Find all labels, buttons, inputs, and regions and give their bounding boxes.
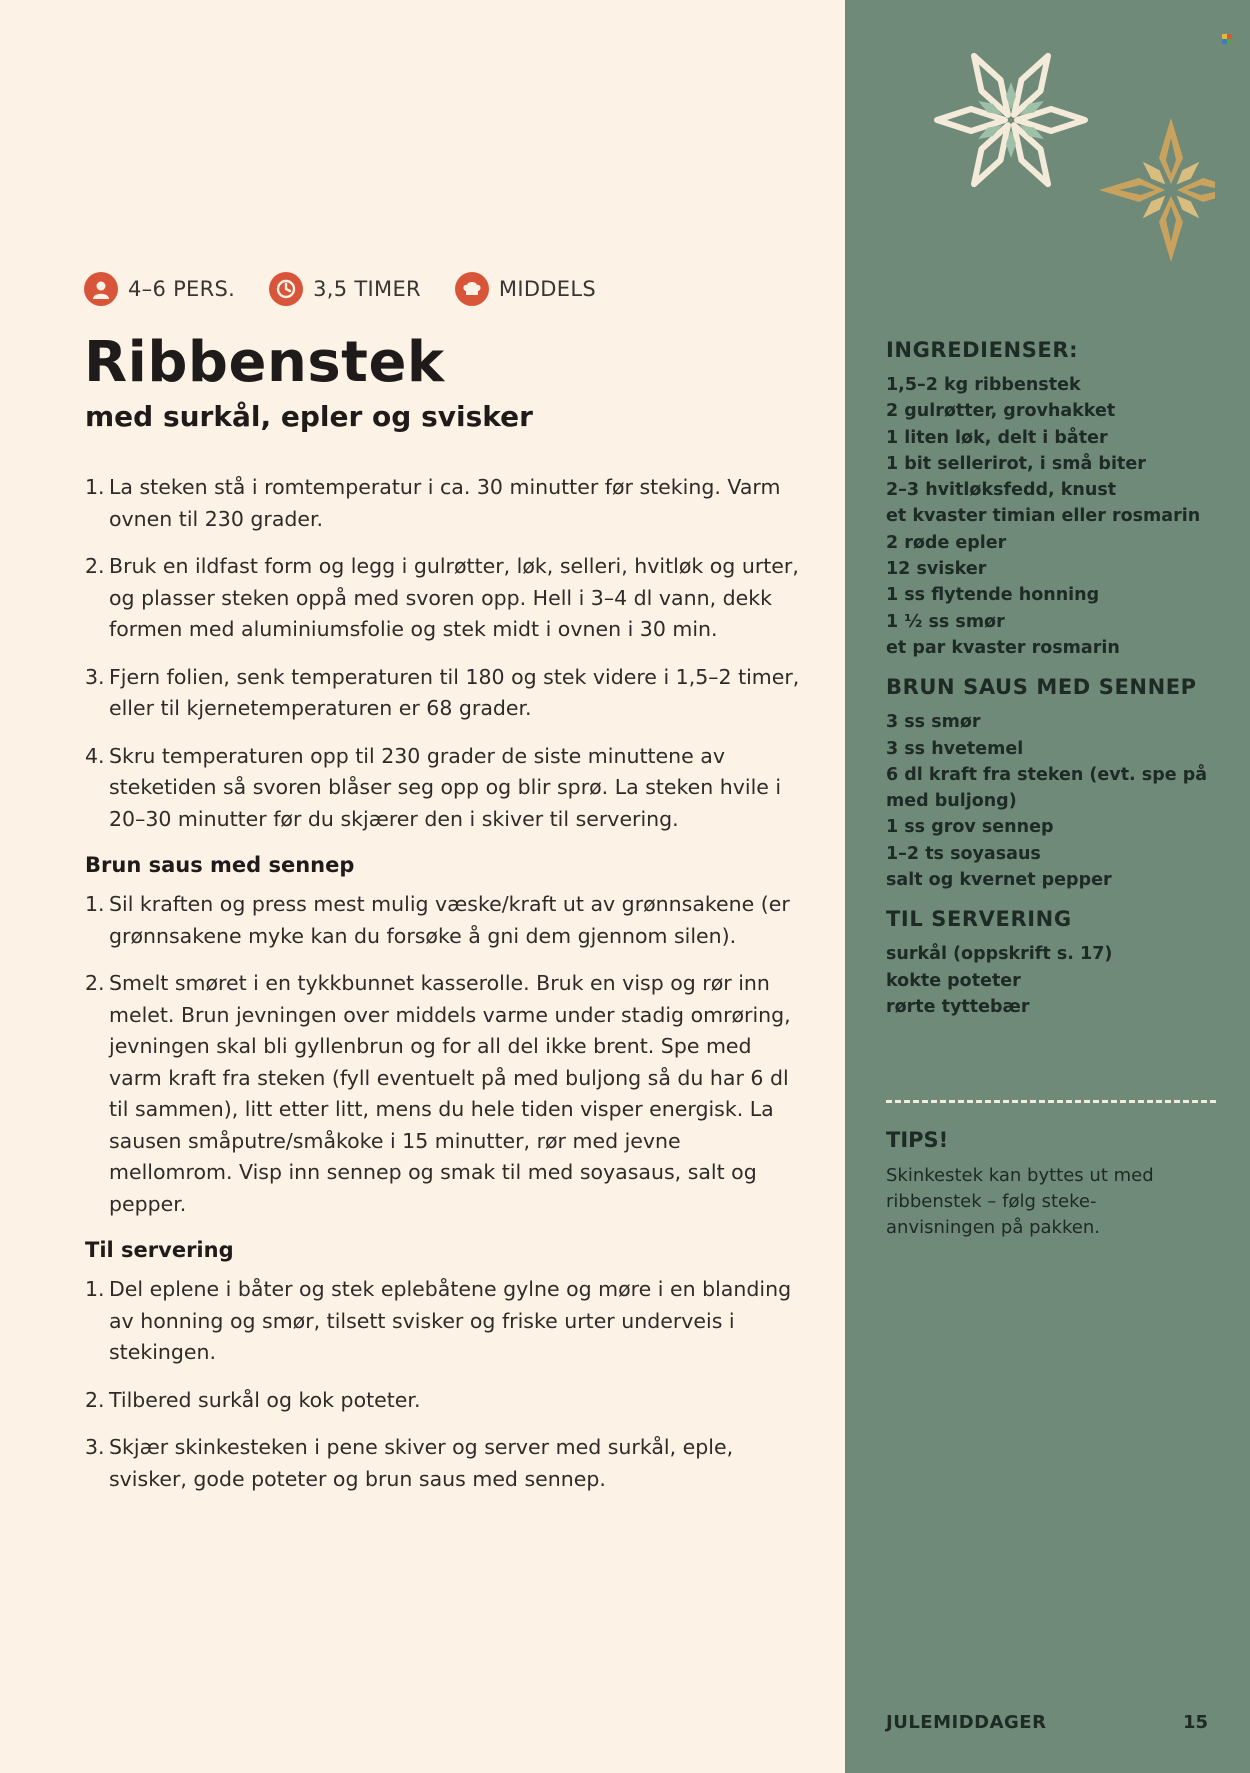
- tips-text: Skinkestek kan byttes ut med ribbenstek – følg steke-anvisningen på pakken.: [886, 1165, 1154, 1238]
- step-item: [85, 472, 805, 535]
- ingredient-item: 2 gulrøtter, grovhakket: [886, 401, 1116, 422]
- sauce-heading: Brun saus med sennep: [85, 853, 355, 877]
- step-item: [85, 551, 805, 646]
- ingredients-list: [886, 372, 1216, 661]
- step-number: 1.: [85, 892, 105, 916]
- recipe-subtitle: med surkål, epler og svisker: [85, 400, 533, 433]
- step-text: Bruk en ildfast form og legg i gulrøtter, løk, selleri, hvitløk og urter, og plasser steken oppå med svoren opp. Hell i 3–4 dl vann, dekk formen med aluminiumsfolie og stek midt i ovnen i 30 min.: [109, 554, 799, 641]
- gold-star-icon: [1099, 118, 1215, 262]
- step-text: Skjær skinkesteken i pene skiver og server med surkål, eple, svisker, gode poteter og brun saus med sennep.: [109, 1435, 734, 1491]
- ingredient-item: et kvaster timian eller rosmarin: [886, 506, 1201, 527]
- chef-hat-icon: [455, 272, 489, 306]
- servings-info: [84, 272, 235, 306]
- step-text: Smelt smøret i en tykkbunnet kasserolle. Bruk en visp og rør inn melet. Brun jevningen over middels varme under stadig omrøring, jevningen skal bli gyllenbrun og for all del ikke brent. Spe med varm kraft fra steken (fyll eventuelt på med buljong så du har 6 dl til sammen), litt etter litt, mens du hele tiden visper energisk. La sausen småputre/småkoke i 15 minutter, rør med jevne mellomrom. Visp inn sennep og smak til med soyasaus, salt og pepper.: [109, 971, 791, 1216]
- step-text: Del eplene i båter og stek eplebåtene gylne og møre i en blanding av honning og smør, tilsett svisker og friske urter underveis i stekingen.: [109, 1277, 792, 1364]
- time-text: 3,5 TIMER: [313, 277, 421, 301]
- ingredients-sidebar: [845, 0, 1250, 1773]
- serving-ingredients-heading: TIL SERVERING: [886, 907, 1072, 932]
- ingredient-item: kokte poteter: [886, 970, 1021, 991]
- ingredient-item: surkål (oppskrift s. 17): [886, 944, 1113, 965]
- ingredient-item: 3 ss hvetemel: [886, 738, 1024, 759]
- ingredient-item: rørte tyttebær: [886, 996, 1030, 1017]
- clock-icon: [269, 272, 303, 306]
- step-number: 3.: [85, 664, 105, 689]
- cream-snowflake-icon: [937, 50, 1085, 189]
- ingredient-item: 6 dl kraft fra steken (evt. spe på med buljong): [886, 764, 1208, 812]
- dashed-divider: [886, 1100, 1216, 1103]
- footer-section-label: JULEMIDDAGER: [886, 1712, 1047, 1733]
- step-item: [85, 889, 805, 952]
- step-number: 2.: [85, 554, 105, 578]
- step-number: 2.: [85, 1387, 105, 1412]
- ingredient-item: salt og kvernet pepper: [886, 870, 1112, 891]
- step-text: Tilbered surkål og kok poteter.: [109, 1387, 421, 1412]
- time-info: [269, 272, 421, 306]
- step-item: [85, 1432, 805, 1495]
- step-number: 3.: [85, 1435, 105, 1459]
- step-text: Sil kraften og press mest mulig væske/kraft ut av grønnsakene (er grønnsakene myke kan du forsøke å gni dem gjennom silen).: [109, 892, 790, 948]
- step-text: La steken stå i romtemperatur i ca. 30 minutter før steking. Varm ovnen til 230 grader.: [109, 475, 781, 531]
- step-item: [85, 1274, 805, 1369]
- step-number: 4.: [85, 743, 105, 768]
- ingredient-item: 1 ss grov sennep: [886, 817, 1054, 838]
- ingredient-item: 2 røde epler: [886, 532, 1007, 553]
- ingredients-heading: INGREDIENSER:: [886, 338, 1079, 362]
- ingredient-item: 1 ss flytende honning: [886, 585, 1100, 606]
- ingredient-item: 2–3 hvitløksfedd, knust: [886, 480, 1117, 501]
- recipe-title: Ribbenstek: [84, 330, 445, 395]
- step-number: 2.: [85, 971, 105, 995]
- difficulty-text: MIDDELS: [498, 277, 596, 301]
- step-item: [85, 968, 805, 1220]
- sauce-steps: [85, 889, 805, 1220]
- tips-heading: TIPS!: [886, 1128, 949, 1152]
- ingredient-item: 1–2 ts soyasaus: [886, 843, 1041, 864]
- color-dots-icon: [1222, 34, 1232, 44]
- step-number: 1.: [85, 1277, 105, 1301]
- recipe-meta: [84, 272, 630, 306]
- ingredient-item: et par kvaster rosmarin: [886, 637, 1120, 658]
- ingredient-item: 12 svisker: [886, 559, 987, 580]
- serving-ingredients-list: [886, 941, 1216, 1020]
- snowflake-decoration-icon: [885, 40, 1215, 270]
- ingredient-item: 1 ½ ss smør: [886, 611, 1005, 632]
- person-icon: [84, 272, 118, 306]
- recipe-body: [85, 472, 805, 1513]
- sauce-ingredients-heading: BRUN SAUS MED SENNEP: [886, 675, 1197, 700]
- step-text: Skru temperaturen opp til 230 grader de siste minuttene av steketiden så svoren blåser seg opp og blir sprø. La steken hvile i 20–30 minutter før du skjærer den i skiver til servering.: [109, 743, 782, 831]
- sidebar-content: [886, 338, 1216, 1034]
- page-number: 15: [1182, 1712, 1208, 1733]
- ingredient-item: 1 liten løk, delt i båter: [886, 427, 1108, 448]
- servings-text: 4–6 PERS.: [128, 277, 236, 301]
- difficulty-info: [455, 272, 596, 306]
- step-number: 1.: [85, 475, 105, 499]
- sauce-ingredients-list: [886, 709, 1216, 893]
- step-text: Fjern folien, senk temperaturen til 180 og stek videre i 1,5–2 timer, eller til kjernetemperaturen er 68 grader.: [109, 664, 800, 720]
- serving-heading: Til servering: [85, 1238, 234, 1262]
- serving-steps: [85, 1274, 805, 1495]
- ingredient-item: 1 bit sellerirot, i små biter: [886, 453, 1146, 474]
- step-item: [85, 741, 805, 836]
- step-item: [85, 662, 805, 725]
- main-steps: [85, 472, 805, 835]
- ingredient-item: 3 ss smør: [886, 712, 981, 733]
- step-item: [85, 1385, 805, 1417]
- ingredient-item: 1,5–2 kg ribbenstek: [886, 375, 1081, 395]
